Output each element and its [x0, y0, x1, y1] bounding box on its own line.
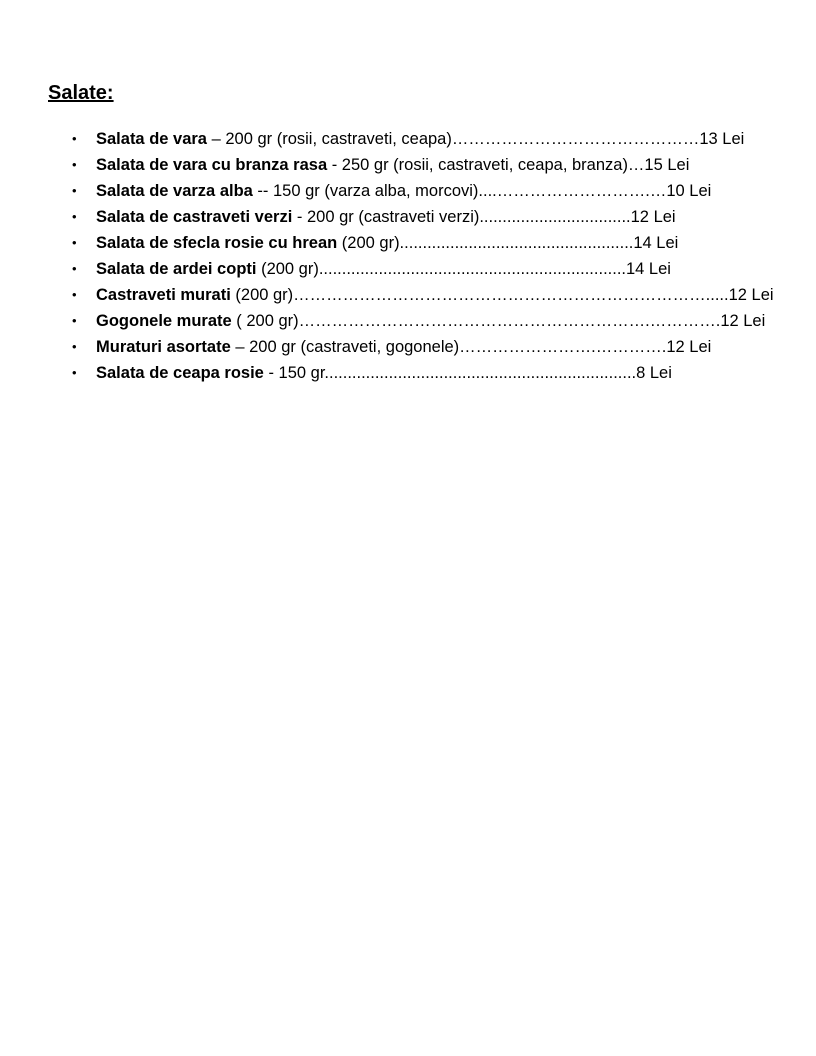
menu-item-gogonele-murate	[72, 308, 774, 334]
salad-menu-list	[72, 126, 774, 386]
item-details: (200 gr)...................................................................14 Lei	[256, 260, 671, 278]
item-name: Gogonele murate	[96, 312, 232, 330]
item-details: – 200 gr (rosii, castraveti, ceapa)………………………………………13 Lei	[207, 130, 745, 148]
section-title: Salate:	[48, 82, 114, 104]
menu-item-salata-de-vara	[72, 126, 774, 152]
item-name: Salata de ceapa rosie	[96, 364, 264, 382]
menu-item-salata-de-ardei-copti	[72, 256, 774, 282]
item-details: – 200 gr (castraveti, gogonele)…………………….………….12 Lei	[230, 338, 712, 356]
item-details: - 250 gr (rosii, castraveti, ceapa, branza)…15 Lei	[327, 156, 690, 174]
item-name: Salata de vara cu branza rasa	[96, 156, 328, 174]
bullet-icon: •	[72, 313, 77, 328]
bullet-icon: •	[72, 183, 77, 198]
bullet-icon: •	[72, 339, 77, 354]
item-details: (200 gr)...................................................14 Lei	[337, 234, 679, 252]
menu-item-castraveti-murati	[72, 282, 774, 308]
item-name: Salata de varza alba	[96, 182, 253, 200]
item-details: (200 gr)………………………………………………………………….....12 Lei	[230, 286, 774, 304]
menu-item-salata-de-castraveti-verzi	[72, 204, 774, 230]
item-details: - 150 gr....................................................................8 Lei	[263, 364, 672, 382]
menu-item-salata-de-ceapa-rosie	[72, 360, 774, 386]
bullet-icon: •	[72, 261, 77, 276]
bullet-icon: •	[72, 235, 77, 250]
menu-item-salata-de-sfecla-rosie	[72, 230, 774, 256]
item-name: Muraturi asortate	[96, 338, 231, 356]
menu-item-salata-de-varza-alba	[72, 178, 774, 204]
item-name: Salata de vara	[96, 130, 207, 148]
item-name: Salata de sfecla rosie cu hrean	[96, 234, 338, 252]
menu-item-muraturi-asortate	[72, 334, 774, 360]
bullet-icon: •	[72, 131, 77, 146]
item-details: ( 200 gr)……………………………………………………….………….12 Lei	[231, 312, 766, 330]
menu-item-salata-de-vara-cu-branza	[72, 152, 774, 178]
bullet-icon: •	[72, 365, 77, 380]
bullet-icon: •	[72, 209, 77, 224]
item-name: Castraveti murati	[96, 286, 231, 304]
item-details: - 200 gr (castraveti verzi).................................12 Lei	[292, 208, 676, 226]
item-details: -- 150 gr (varza alba, morcovi)....……………………….…10 Lei	[252, 182, 712, 200]
bullet-icon: •	[72, 287, 77, 302]
item-name: Salata de castraveti verzi	[96, 208, 293, 226]
item-name: Salata de ardei copti	[96, 260, 257, 278]
bullet-icon: •	[72, 157, 77, 172]
